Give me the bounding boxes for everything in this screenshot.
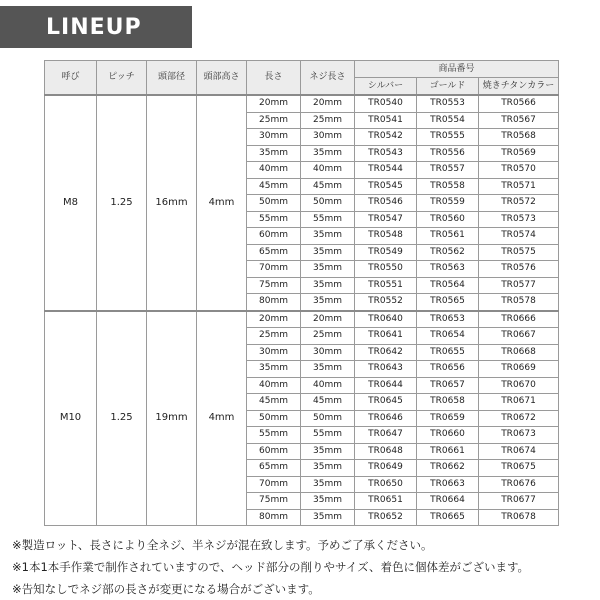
silver-part-number: TR0541 — [355, 112, 417, 129]
lineup-title-banner — [0, 6, 192, 48]
length-cell: 55mm — [247, 427, 301, 444]
silver-part-number: TR0640 — [355, 311, 417, 328]
thread-length-cell: 35mm — [301, 509, 355, 526]
burnt-titanium-part-number: TR0567 — [479, 112, 559, 129]
burnt-titanium-part-number: TR0677 — [479, 493, 559, 510]
header-head-diameter: 頭部径 — [147, 61, 197, 96]
silver-part-number: TR0540 — [355, 95, 417, 112]
burnt-titanium-part-number: TR0570 — [479, 162, 559, 179]
length-cell: 50mm — [247, 195, 301, 212]
thread-length-cell: 55mm — [301, 211, 355, 228]
burnt-titanium-part-number: TR0672 — [479, 410, 559, 427]
thread-length-cell: 35mm — [301, 261, 355, 278]
length-cell: 50mm — [247, 410, 301, 427]
gold-part-number: TR0659 — [417, 410, 479, 427]
thread-length-cell: 35mm — [301, 493, 355, 510]
length-cell: 55mm — [247, 211, 301, 228]
lineup-table — [44, 60, 559, 526]
thread-length-cell: 25mm — [301, 328, 355, 345]
length-cell: 45mm — [247, 394, 301, 411]
length-cell: 20mm — [247, 95, 301, 112]
thread-length-cell: 45mm — [301, 394, 355, 411]
thread-length-cell: 30mm — [301, 344, 355, 361]
silver-part-number: TR0550 — [355, 261, 417, 278]
burnt-titanium-part-number: TR0573 — [479, 211, 559, 228]
header-length: 長さ — [247, 61, 301, 96]
length-cell: 20mm — [247, 311, 301, 328]
gold-part-number: TR0664 — [417, 493, 479, 510]
thread-length-cell: 25mm — [301, 112, 355, 129]
length-cell: 65mm — [247, 244, 301, 261]
burnt-titanium-part-number: TR0575 — [479, 244, 559, 261]
silver-part-number: TR0652 — [355, 509, 417, 526]
silver-part-number: TR0644 — [355, 377, 417, 394]
gold-part-number: TR0556 — [417, 145, 479, 162]
gold-part-number: TR0557 — [417, 162, 479, 179]
silver-part-number: TR0549 — [355, 244, 417, 261]
gold-part-number: TR0553 — [417, 95, 479, 112]
silver-part-number: TR0547 — [355, 211, 417, 228]
length-cell: 70mm — [247, 261, 301, 278]
thread-length-cell: 20mm — [301, 95, 355, 112]
gold-part-number: TR0558 — [417, 178, 479, 195]
table-header — [45, 61, 559, 96]
length-cell: 75mm — [247, 277, 301, 294]
silver-part-number: TR0552 — [355, 294, 417, 311]
thread-length-cell: 35mm — [301, 277, 355, 294]
header-gold: ゴールド — [417, 78, 479, 96]
thread-length-cell: 35mm — [301, 244, 355, 261]
silver-part-number: TR0648 — [355, 443, 417, 460]
table-body — [45, 95, 559, 526]
burnt-titanium-part-number: TR0568 — [479, 129, 559, 146]
silver-part-number: TR0545 — [355, 178, 417, 195]
nominal-cell: M10 — [45, 311, 97, 526]
length-cell: 80mm — [247, 294, 301, 311]
silver-part-number: TR0548 — [355, 228, 417, 245]
header-silver: シルバー — [355, 78, 417, 96]
header-pitch: ピッチ — [97, 61, 147, 96]
length-cell: 30mm — [247, 129, 301, 146]
burnt-titanium-part-number: TR0577 — [479, 277, 559, 294]
gold-part-number: TR0563 — [417, 261, 479, 278]
burnt-titanium-part-number: TR0666 — [479, 311, 559, 328]
gold-part-number: TR0654 — [417, 328, 479, 345]
silver-part-number: TR0646 — [355, 410, 417, 427]
silver-part-number: TR0641 — [355, 328, 417, 345]
burnt-titanium-part-number: TR0670 — [479, 377, 559, 394]
thread-length-cell: 50mm — [301, 410, 355, 427]
silver-part-number: TR0551 — [355, 277, 417, 294]
silver-part-number: TR0650 — [355, 476, 417, 493]
length-cell: 65mm — [247, 460, 301, 477]
thread-length-cell: 35mm — [301, 361, 355, 378]
silver-part-number: TR0642 — [355, 344, 417, 361]
gold-part-number: TR0562 — [417, 244, 479, 261]
note-line: ※製造ロット、長さにより全ネジ、半ネジが混在致します。予めご了承ください。 — [12, 538, 433, 552]
header-head-height: 頭部高さ — [197, 61, 247, 96]
silver-part-number: TR0544 — [355, 162, 417, 179]
length-cell: 40mm — [247, 377, 301, 394]
burnt-titanium-part-number: TR0667 — [479, 328, 559, 345]
thread-length-cell: 35mm — [301, 228, 355, 245]
gold-part-number: TR0656 — [417, 361, 479, 378]
pitch-cell: 1.25 — [97, 311, 147, 526]
burnt-titanium-part-number: TR0574 — [479, 228, 559, 245]
silver-part-number: TR0647 — [355, 427, 417, 444]
gold-part-number: TR0565 — [417, 294, 479, 311]
burnt-titanium-part-number: TR0669 — [479, 361, 559, 378]
thread-length-cell: 35mm — [301, 294, 355, 311]
burnt-titanium-part-number: TR0569 — [479, 145, 559, 162]
gold-part-number: TR0663 — [417, 476, 479, 493]
burnt-titanium-part-number: TR0673 — [479, 427, 559, 444]
thread-length-cell: 40mm — [301, 162, 355, 179]
header-thread-length: ネジ長さ — [301, 61, 355, 96]
pitch-cell: 1.25 — [97, 95, 147, 311]
length-cell: 75mm — [247, 493, 301, 510]
silver-part-number: TR0543 — [355, 145, 417, 162]
gold-part-number: TR0655 — [417, 344, 479, 361]
page-title: LINEUP — [46, 14, 142, 40]
thread-length-cell: 35mm — [301, 145, 355, 162]
silver-part-number: TR0649 — [355, 460, 417, 477]
table-row — [45, 95, 559, 112]
gold-part-number: TR0665 — [417, 509, 479, 526]
burnt-titanium-part-number: TR0571 — [479, 178, 559, 195]
silver-part-number: TR0651 — [355, 493, 417, 510]
burnt-titanium-part-number: TR0668 — [479, 344, 559, 361]
gold-part-number: TR0660 — [417, 427, 479, 444]
header-burnt-titanium: 焼きチタンカラー — [479, 78, 559, 96]
header-nominal: 呼び — [45, 61, 97, 96]
thread-length-cell: 35mm — [301, 460, 355, 477]
length-cell: 30mm — [247, 344, 301, 361]
gold-part-number: TR0555 — [417, 129, 479, 146]
length-cell: 70mm — [247, 476, 301, 493]
burnt-titanium-part-number: TR0578 — [479, 294, 559, 311]
note-line: ※1本1本手作業で制作されていますので、ヘッド部分の削りやサイズ、着色に個体差がございます。 — [12, 560, 530, 574]
head-height-cell: 4mm — [197, 95, 247, 311]
gold-part-number: TR0560 — [417, 211, 479, 228]
thread-length-cell: 35mm — [301, 476, 355, 493]
gold-part-number: TR0662 — [417, 460, 479, 477]
table-row — [45, 311, 559, 328]
thread-length-cell: 30mm — [301, 129, 355, 146]
gold-part-number: TR0554 — [417, 112, 479, 129]
length-cell: 25mm — [247, 328, 301, 345]
length-cell: 45mm — [247, 178, 301, 195]
gold-part-number: TR0653 — [417, 311, 479, 328]
burnt-titanium-part-number: TR0671 — [479, 394, 559, 411]
thread-length-cell: 20mm — [301, 311, 355, 328]
burnt-titanium-part-number: TR0576 — [479, 261, 559, 278]
gold-part-number: TR0657 — [417, 377, 479, 394]
silver-part-number: TR0645 — [355, 394, 417, 411]
burnt-titanium-part-number: TR0678 — [479, 509, 559, 526]
length-cell: 25mm — [247, 112, 301, 129]
length-cell: 60mm — [247, 443, 301, 460]
head-diameter-cell: 16mm — [147, 95, 197, 311]
header-product-number: 商品番号 — [355, 61, 559, 78]
gold-part-number: TR0564 — [417, 277, 479, 294]
burnt-titanium-part-number: TR0572 — [479, 195, 559, 212]
head-height-cell: 4mm — [197, 311, 247, 526]
silver-part-number: TR0546 — [355, 195, 417, 212]
thread-length-cell: 50mm — [301, 195, 355, 212]
burnt-titanium-part-number: TR0675 — [479, 460, 559, 477]
thread-length-cell: 35mm — [301, 443, 355, 460]
length-cell: 60mm — [247, 228, 301, 245]
gold-part-number: TR0561 — [417, 228, 479, 245]
thread-length-cell: 45mm — [301, 178, 355, 195]
length-cell: 40mm — [247, 162, 301, 179]
gold-part-number: TR0559 — [417, 195, 479, 212]
burnt-titanium-part-number: TR0674 — [479, 443, 559, 460]
gold-part-number: TR0661 — [417, 443, 479, 460]
thread-length-cell: 40mm — [301, 377, 355, 394]
burnt-titanium-part-number: TR0676 — [479, 476, 559, 493]
note-line: ※告知なしでネジ部の長さが変更になる場合がございます。 — [12, 582, 320, 596]
length-cell: 35mm — [247, 145, 301, 162]
nominal-cell: M8 — [45, 95, 97, 311]
length-cell: 35mm — [247, 361, 301, 378]
silver-part-number: TR0542 — [355, 129, 417, 146]
head-diameter-cell: 19mm — [147, 311, 197, 526]
silver-part-number: TR0643 — [355, 361, 417, 378]
notes-section — [12, 534, 596, 600]
gold-part-number: TR0658 — [417, 394, 479, 411]
length-cell: 80mm — [247, 509, 301, 526]
thread-length-cell: 55mm — [301, 427, 355, 444]
burnt-titanium-part-number: TR0566 — [479, 95, 559, 112]
